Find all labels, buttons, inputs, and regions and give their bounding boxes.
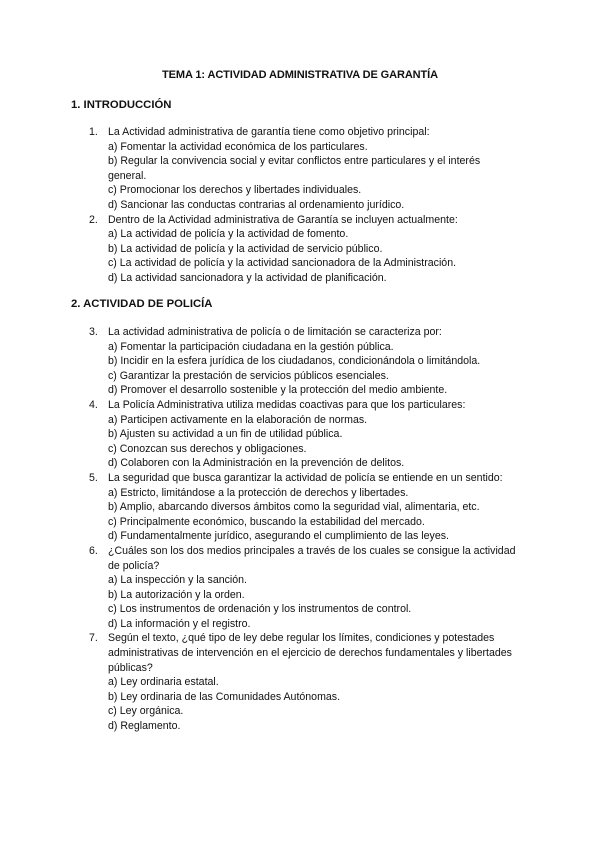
- question-text: Según el texto, ¿qué tipo de ley debe regular los límites, condiciones y potestades administrativas de intervención en el ejercicio de derechos fundamentales y libertades públicas?: [108, 632, 512, 674]
- answer-option-a: a) La inspección y la sanción.: [108, 574, 247, 587]
- answer-options: [108, 413, 520, 471]
- question-5: [0, 471, 600, 544]
- answer-options: [108, 573, 520, 631]
- answer-option-d: d) Promover el desarrollo sostenible y la protección del medio ambiente.: [108, 384, 448, 397]
- answer-option-a: a) Fomentar la actividad económica de los particulares.: [108, 140, 368, 153]
- answer-option-b: b) Incidir en la esfera jurídica de los ciudadanos, condicionándola o limitándola.: [108, 355, 481, 368]
- answer-option-d: d) Colaboren con la Administración en la prevención de delitos.: [108, 457, 405, 470]
- answer-options: [108, 340, 520, 398]
- question-number: 5.: [89, 471, 98, 484]
- question-number: 4.: [89, 398, 98, 411]
- question-6: [0, 544, 600, 632]
- question-2: [0, 213, 600, 286]
- answer-option-a: a) Estricto, limitándose a la protección de derechos y libertades.: [108, 486, 409, 499]
- answer-option-b: b) Regular la convivencia social y evitar conflictos entre particulares y el interés general.: [108, 155, 481, 182]
- question-text: La Policía Administrativa utiliza medidas coactivas para que los particulares:: [108, 398, 466, 411]
- question-1: [0, 125, 600, 213]
- section-heading-actividad-de-policia: 2. ACTIVIDAD DE POLICÍA: [71, 298, 213, 310]
- answer-option-b: b) Ajusten su actividad a un fin de utilidad pública.: [108, 428, 343, 441]
- answer-option-c: c) La actividad de policía y la actividad sancionadora de la Administración.: [108, 257, 457, 270]
- answer-option-b: b) Ley ordinaria de las Comunidades Autónomas.: [108, 690, 341, 703]
- answer-options: [108, 486, 520, 544]
- answer-option-c: c) Los instrumentos de ordenación y los instrumentos de control.: [108, 603, 412, 616]
- question-text: ¿Cuáles son los dos medios principales a través de los cuales se consigue la actividad de policía?: [108, 544, 516, 572]
- document-title: TEMA 1: ACTIVIDAD ADMINISTRATIVA DE GARANTÍA: [162, 69, 438, 81]
- answer-option-c: c) Conozcan sus derechos y obligaciones.: [108, 442, 307, 455]
- answer-option-a: a) Participen activamente en la elaboración de normas.: [108, 413, 368, 426]
- answer-option-c: c) Ley orgánica.: [108, 705, 184, 718]
- answer-option-a: a) Ley ordinaria estatal.: [108, 676, 219, 689]
- question-number: 6.: [89, 544, 98, 557]
- answer-options: [108, 140, 520, 213]
- section-heading-introduccion: 1. INTRODUCCIÓN: [71, 99, 172, 111]
- question-number: 7.: [89, 632, 98, 645]
- question-number: 2.: [89, 213, 98, 226]
- answer-option-c: c) Principalmente económico, buscando la estabilidad del mercado.: [108, 515, 425, 528]
- answer-option-c: c) Garantizar la prestación de servicios públicos esenciales.: [108, 369, 389, 382]
- question-list-section-2: [0, 325, 600, 734]
- question-number: 3.: [89, 326, 98, 338]
- question-text: La seguridad que busca garantizar la actividad de policía se entiende en un sentido:: [108, 471, 503, 484]
- answer-option-d: d) Reglamento.: [108, 720, 181, 733]
- question-list-section-1: [0, 125, 600, 286]
- answer-option-a: a) Fomentar la participación ciudadana en la gestión pública.: [108, 340, 394, 353]
- answer-option-a: a) La actividad de policía y la actividad de fomento.: [108, 228, 349, 241]
- question-7: [0, 631, 600, 733]
- question-text: La Actividad administrativa de garantía tiene como objetivo principal:: [108, 126, 430, 138]
- answer-option-b: b) La autorización y la orden.: [108, 588, 245, 601]
- question-number: 1.: [89, 126, 98, 138]
- question-3: [0, 325, 600, 398]
- answer-option-d: d) Sancionar las conductas contrarias al ordenamiento jurídico.: [108, 198, 405, 211]
- answer-options: [108, 227, 520, 285]
- answer-options: [108, 675, 520, 733]
- answer-option-d: d) La actividad sancionadora y la actividad de planificación.: [108, 271, 387, 284]
- answer-option-b: b) La actividad de policía y la actividad de servicio público.: [108, 242, 383, 255]
- answer-option-c: c) Promocionar los derechos y libertades individuales.: [108, 184, 362, 197]
- question-text: La actividad administrativa de policía o de limitación se caracteriza por:: [108, 326, 442, 338]
- answer-option-d: d) La información y el registro.: [108, 617, 251, 630]
- question-text: Dentro de la Actividad administrativa de Garantía se incluyen actualmente:: [108, 213, 458, 226]
- answer-option-b: b) Amplio, abarcando diversos ámbitos como la seguridad vial, alimentaria, etc.: [108, 501, 480, 514]
- answer-option-d: d) Fundamentalmente jurídico, asegurando el cumplimiento de las leyes.: [108, 530, 449, 543]
- question-4: [0, 398, 600, 471]
